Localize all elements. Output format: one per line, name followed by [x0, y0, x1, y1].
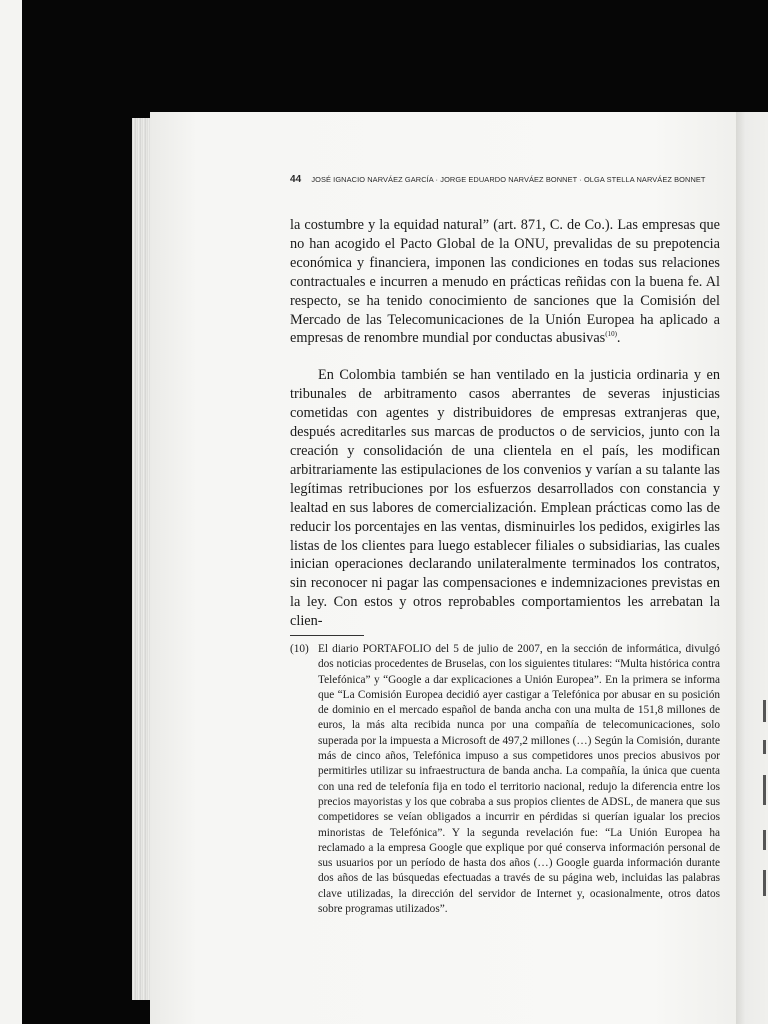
- footnote-label: (10): [290, 643, 309, 655]
- footnote-10: [290, 642, 720, 917]
- running-header: [290, 174, 730, 185]
- footnote-text: El diario PORTAFOLIO del 5 de julio de 2007, en la sección de informática, divulgó dos noticias procedentes de Bruselas, con los siguientes titulares: “Multa histórica contra Telefónica” y “Google a dar explicaciones a Unión Europea”. En la primera se informa que “La Comisión Europea decidió ayer castigar a Telefónica por abusar en su posición de dominio en el mercado español de banda ancha con una multa de 151,8 millones de euros, la más alta recibida nunca por una compañía de telecomunicaciones, solo superada por la impuesta a Microsoft de 497,2 millones (…) Según la Comisión, durante más de cinco años, Telefónica impuso a sus competidores unos precios abusivos por permitirles utilizar su infraestructura de banda ancha. La compañía, la única que cuenta con una red de telefonía fija en todo el territorio nacional, redujo la diferencia entre los precios mayoristas y los que cobraba a sus propios clientes de ADSL, de manera que sus competidores se veían obligados a incurrir en pérdidas si querían igualar los precios minoristas de Telefónica”. Y la segunda revelación fue: “La Unión Europea ha reclamado a la empresa Google que explique por qué conserva información personal de sus usuarios por un período de hasta dos años (…) Google guarda información durante dos años de las búsquedas efectuadas a través de su página web, incluidas las palabras clave utilizadas, la dirección del servidor de Internet y, ocasionalmente, otros datos sobre programas utilizados”.: [318, 643, 720, 916]
- paragraph-1-end: .: [616, 330, 621, 347]
- paragraph-1: [290, 216, 720, 348]
- paragraph-1-text: la costumbre y la equidad natural” (art. 871, C. de Co.). Las empresas que no han acogido el Pacto Global de la ONU, prevalidas de su prepotencia económica y financiera, imponen las condiciones en todas sus relaciones contractuales e incurren a menudo en prácticas reñidas con la buena fe. Al respecto, se ha tenido conocimiento de sanciones que la Comisión del Mercado de las Telecomunicaciones de la Unión Europea ha aplicado a empresas de renombre mundial por conductas abusivas: [290, 217, 720, 347]
- main-text: [290, 216, 720, 631]
- footnote-ref: (10): [605, 330, 617, 339]
- footnote-separator: [290, 635, 364, 636]
- paragraph-2: En Colombia también se han ventilado en la justicia ordinaria y en tribunales de arbitramento casos aberrantes de severas injusticias cometidas con agentes y distribuidores de empresas extranjeras que, después acreditarles sus marcas de productos o de servicios, junto con la creación y consolidación de una clientela en el país, les modifican arbitrariamente las estipulaciones de los convenios y varían a su talante las legítimas retribuciones por los esfuerzos desarrollados con constancia y lealtad en sus labores de comercialización. Emplean prácticas como las de reducir los porcentajes en las ventas, disminuirles los pedidos, exigirles las listas de los clientes para luego establecer filiales o subsidiarias, las cuales inician operaciones declarando unilateralmente terminados los contratos, sin reconocer ni pagar las compensaciones e indemnizaciones previstas en la ley. Con estos y otros reprobables comportamientos les arrebatan la clien-: [290, 367, 720, 630]
- page-number: 44: [290, 174, 302, 185]
- header-authors: JOSÉ IGNACIO NARVÁEZ GARCÍA · JORGE EDUARDO NARVÁEZ BONNET · OLGA STELLA NARVÁEZ BONNET: [311, 175, 706, 184]
- background-left-strip: [0, 0, 22, 1024]
